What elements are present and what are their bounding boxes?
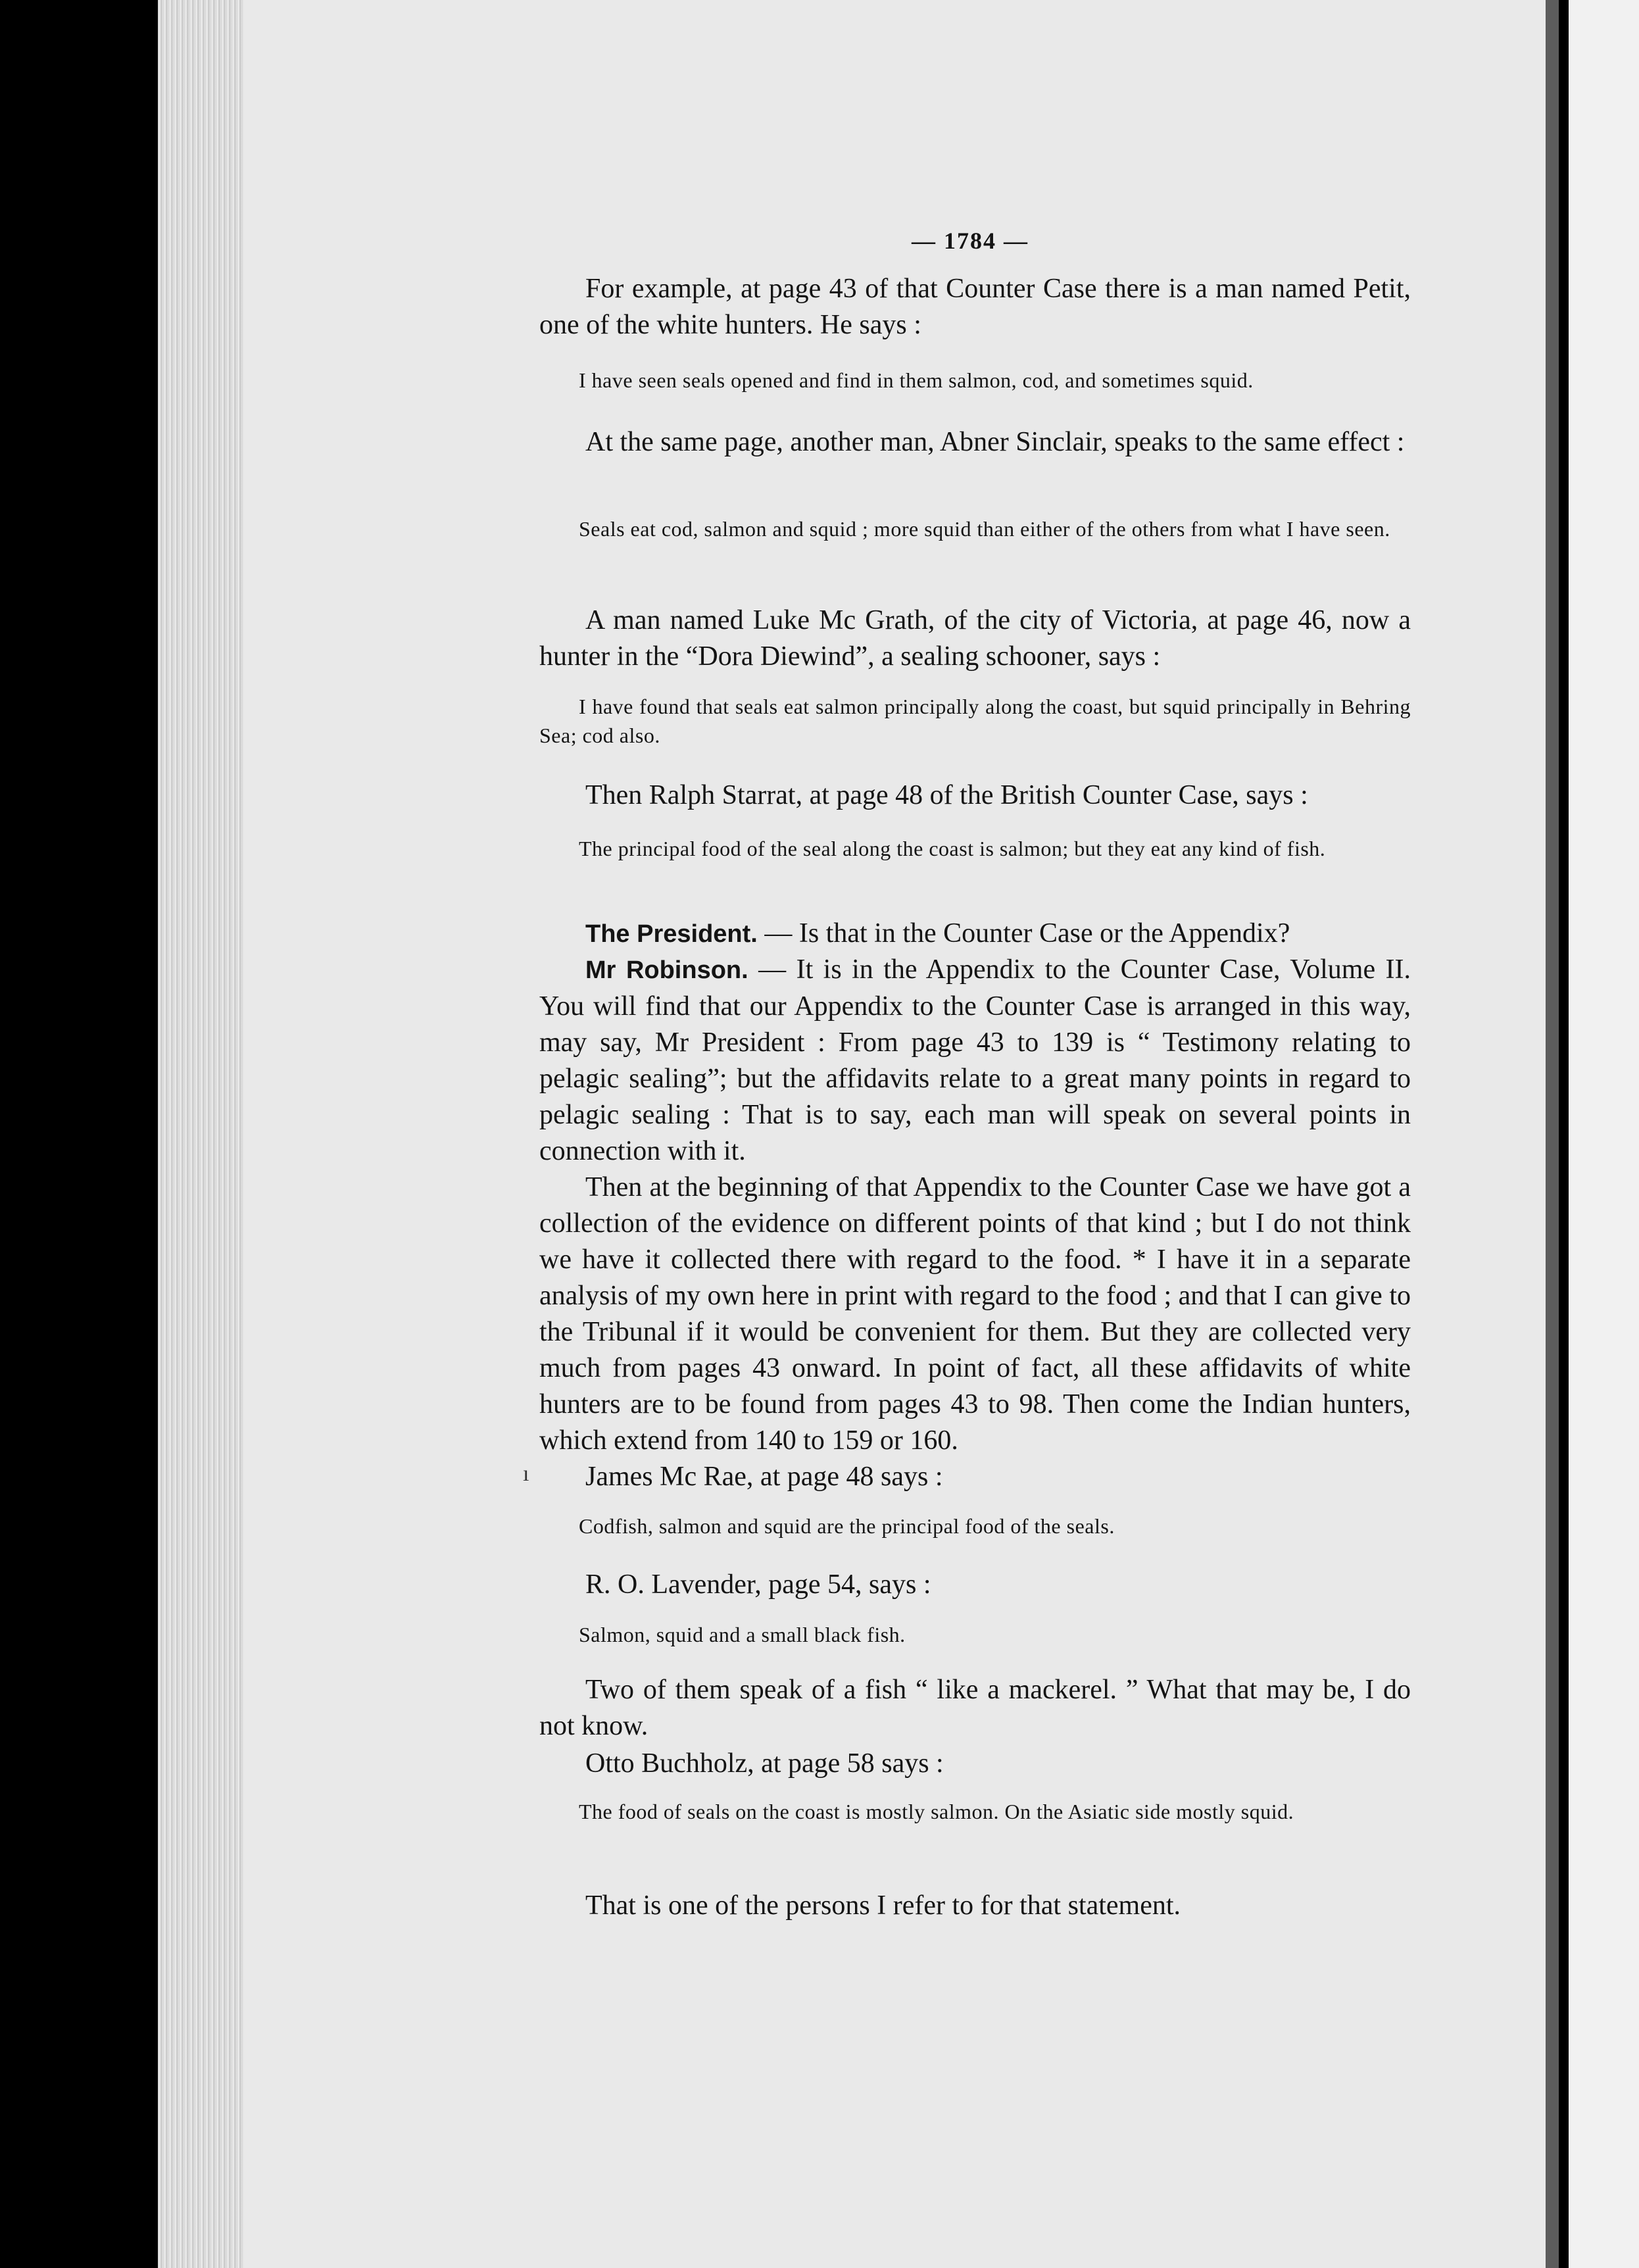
quotation: The food of seals on the coast is mostly salmon. On the Asiatic side mostly squid. [579,1800,1294,1823]
speaker-label: The President. [585,920,758,948]
dialogue-text: — Is that in the Counter Case or the Appendix? [757,918,1290,949]
quotation: Salmon, squid and a small black fish. [579,1623,906,1646]
paragraph: R. O. Lavender, page 54, says : [585,1569,931,1600]
margin-mark: ı [523,1462,529,1486]
quotation: The principal food of the seal along the coast is salmon; but they eat any kind of fish. [579,837,1326,860]
book-gutter [1546,0,1559,2268]
speaker-label: Mr Robinson. [585,956,748,984]
paragraph: For example, at page 43 of that Counter Case there is a man named Petit, one of the white hunters. He says : [539,274,1411,340]
quotation: I have found that seals eat salmon principally along the coast, but squid principally in Behring Sea; cod also. [539,695,1411,747]
paragraph: Otto Buchholz, at page 58 says : [585,1748,944,1779]
paragraph: Then Ralph Starrat, at page 48 of the British Counter Case, says : [585,780,1308,810]
quotation: Codfish, salmon and squid are the principal food of the seals. [579,1514,1115,1538]
quotation: I have seen seals opened and find in them salmon, cod, and sometimes squid. [579,368,1254,392]
page-edges [158,0,243,2268]
paragraph: James Mc Rae, at page 48 says : [585,1462,943,1492]
dialogue-text: — It is in the Appendix to the Counter Case, Volume II. You will find that our Appendix to the Counter Case is arranged in this way, may say, Mr President : From page 43 to 139 is “ Testimony relating to pelagic sealing”; but the affidavits relate to a great many points in regard to pelagic sealing : That is to say, each man will speak on several points in connection with it. [539,954,1411,1166]
quotation: Seals eat cod, salmon and squid ; more squid than either of the others from what I have seen. [579,517,1390,541]
paragraph: At the same page, another man, Abner Sinclair, speaks to the same effect : [585,427,1405,457]
paragraph: That is one of the persons I refer to for that statement. [585,1890,1181,1921]
paragraph: Two of them speak of a fish “ like a mackerel. ” What that may be, I do not know. [539,1675,1411,1741]
page-number: — 1784 — [912,228,1029,254]
dialogue-robinson [539,952,1411,1170]
paragraph: Then at the beginning of that Appendix to the Counter Case we have got a collection of the evidence on different points of that kind ; but I do not think we have it collected there with regard to the food. * I have it in a separate analysis of my own here in print with regard to the food ; and that I can give to the Tribunal if it would be convenient for them. But they are collected very much from pages 43 onward. In point of fact, all these affidavits of white hunters are to be found from pages 43 to 98. Then come the Indian hunters, which extend from 140 to 159 or 160. [539,1172,1411,1456]
dialogue-president [539,916,1411,952]
paragraph: A man named Luke Mc Grath, of the city of Victoria, at page 46, now a hunter in the “Dora Diewind”, a sealing schooner, says : [539,605,1411,672]
next-page-edge [1569,0,1639,2268]
